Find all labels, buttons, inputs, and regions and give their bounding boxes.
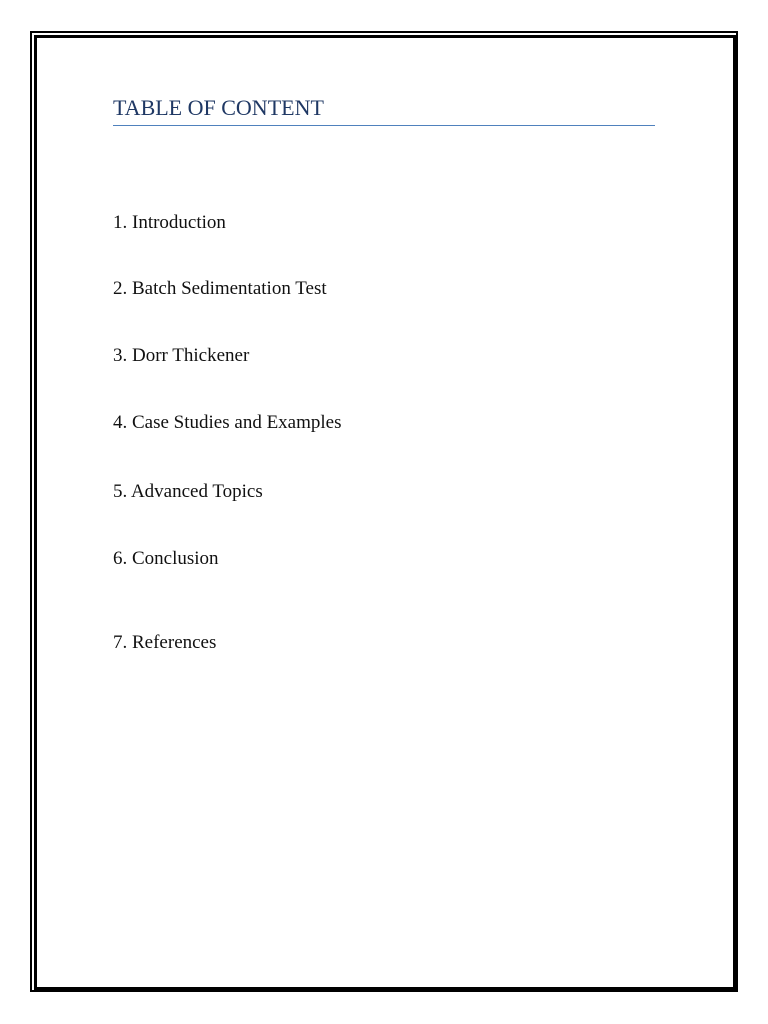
toc-item-advanced-topics: 5. Advanced Topics [113, 481, 263, 502]
page-border-inner [34, 35, 736, 990]
title-underline-rule [113, 125, 655, 126]
toc-item-introduction: 1. Introduction [113, 212, 226, 233]
toc-item-conclusion: 6. Conclusion [113, 548, 219, 569]
toc-item-batch-sedimentation-test: 2. Batch Sedimentation Test [113, 278, 327, 299]
toc-item-references: 7. References [113, 632, 217, 653]
toc-item-case-studies: 4. Case Studies and Examples [113, 412, 342, 433]
page-title: TABLE OF CONTENT [113, 95, 324, 120]
toc-item-dorr-thickener: 3. Dorr Thickener [113, 345, 250, 366]
